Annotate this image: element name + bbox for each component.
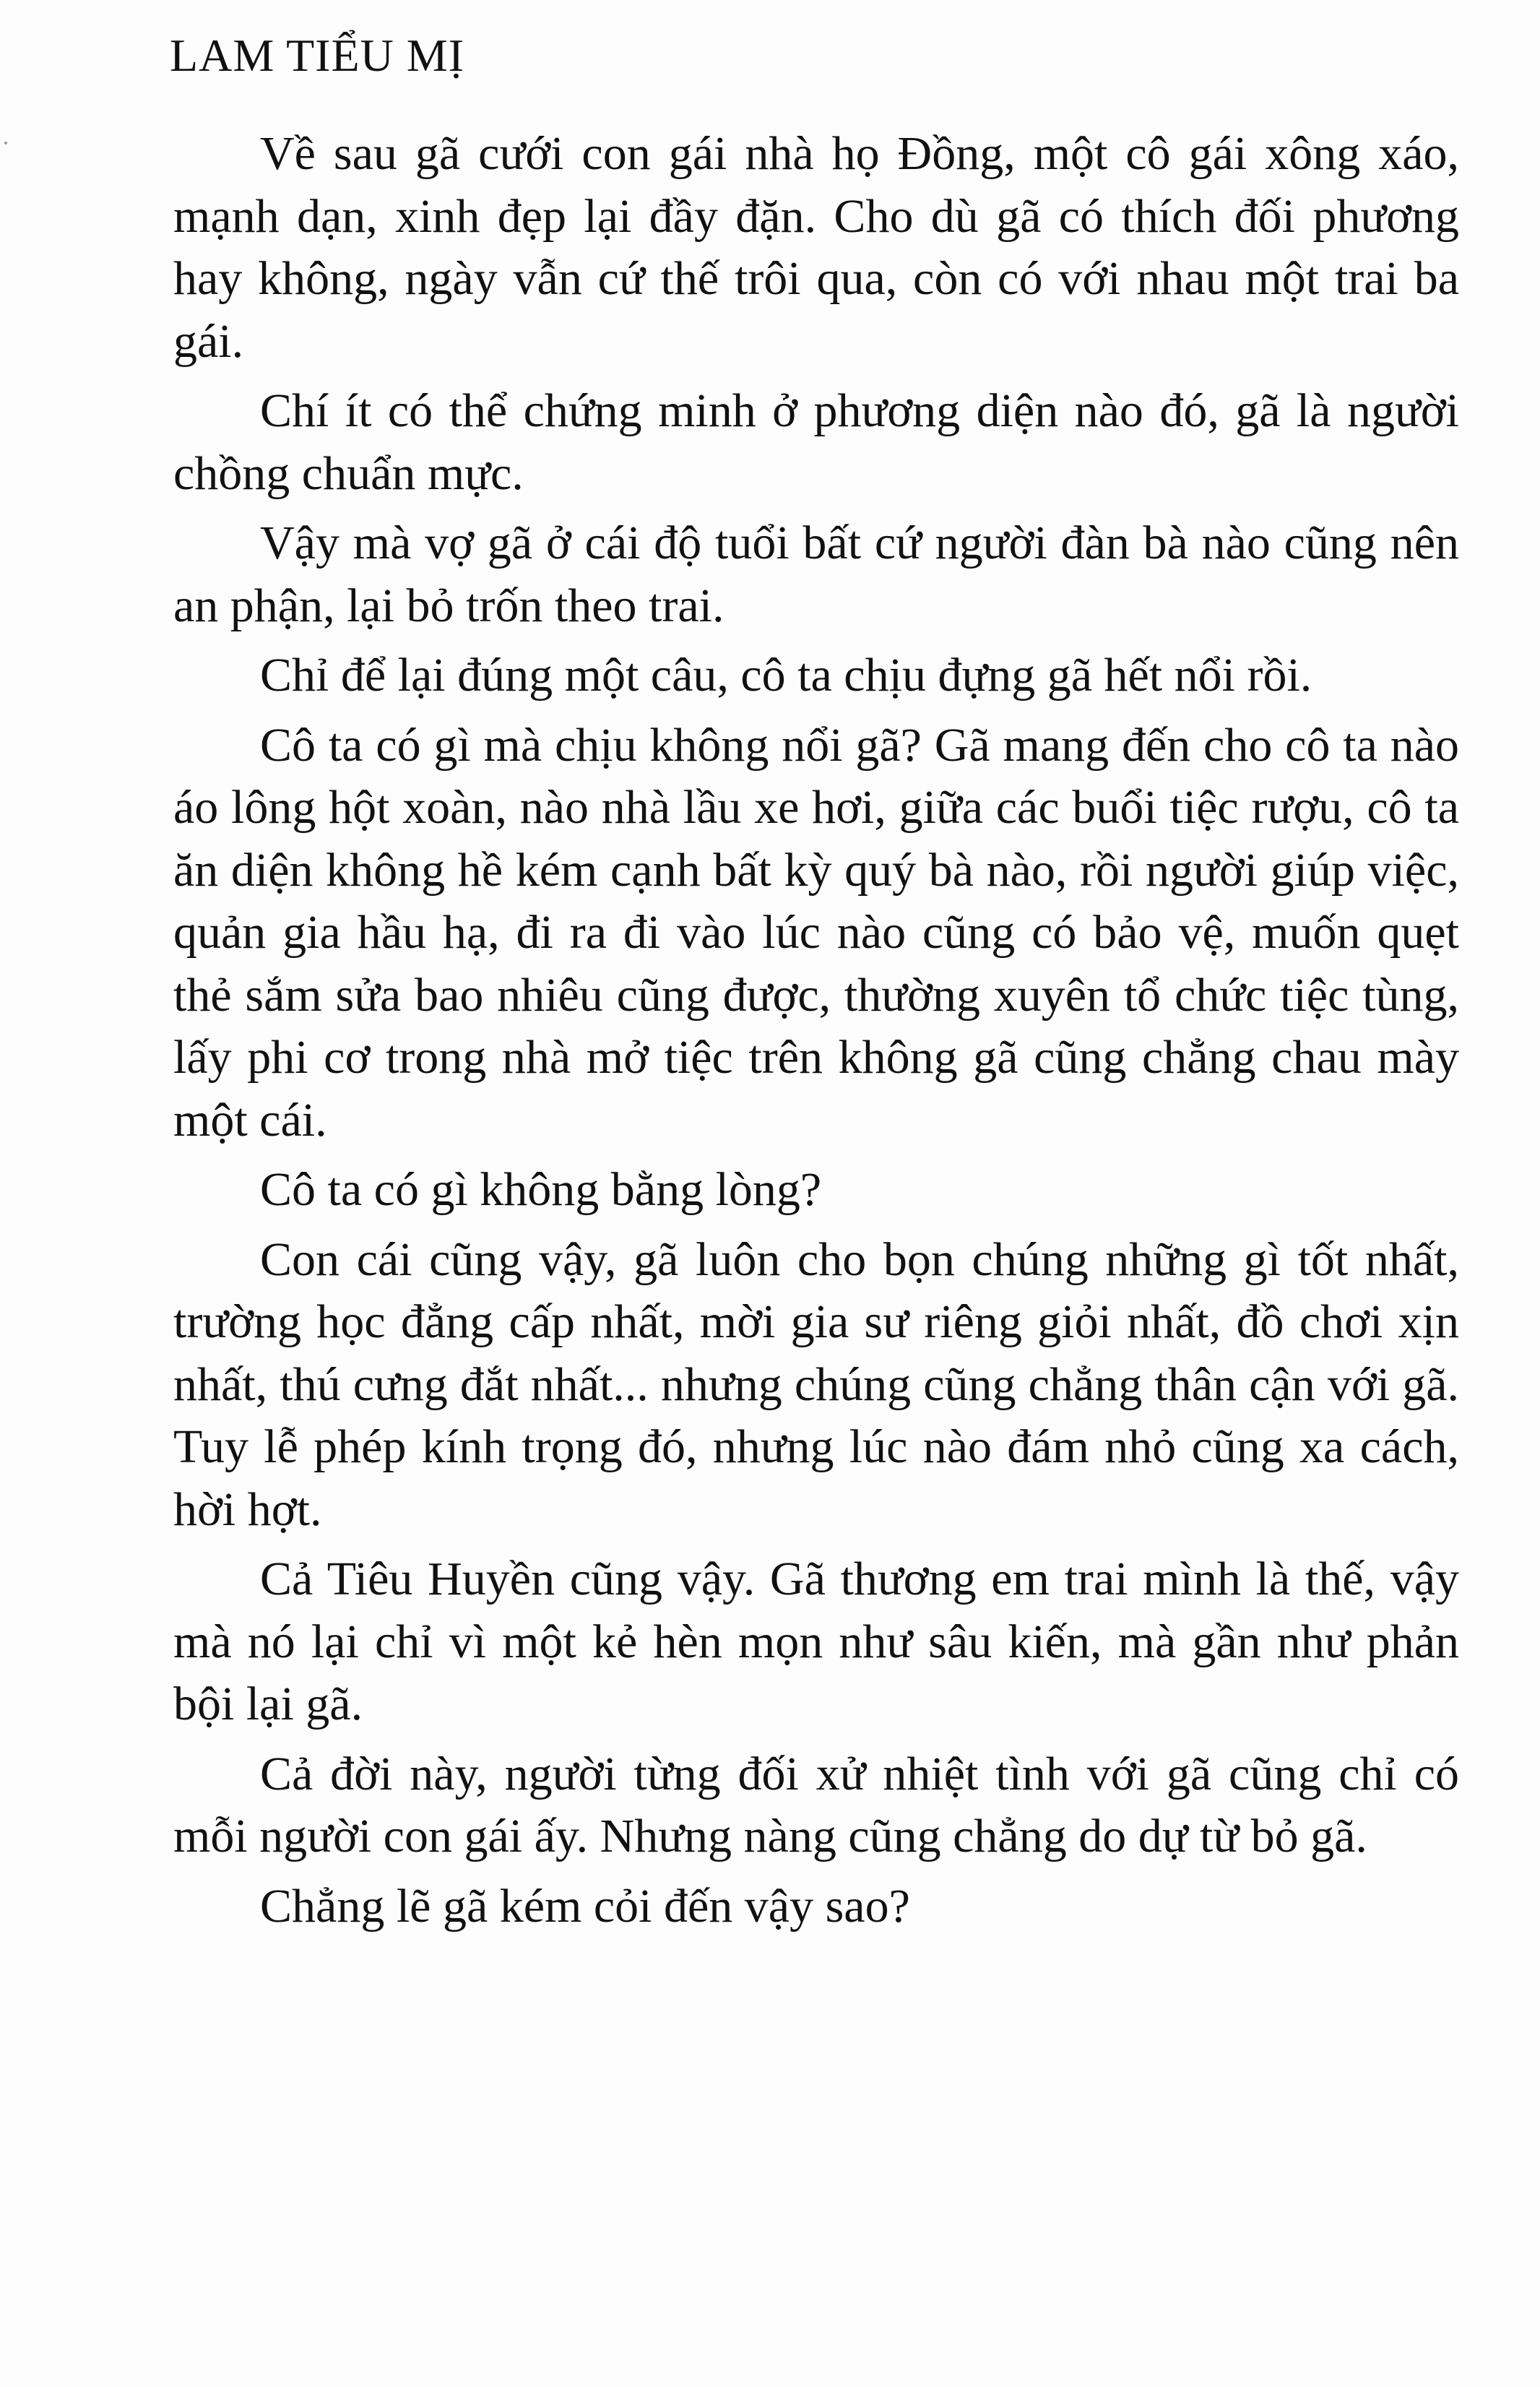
paragraph-3: Vậy mà vợ gã ở cái độ tuổi bất cứ người đàn bà nào cũng nên an phận, lại bỏ trốn theo trai. [173, 517, 1459, 632]
paragraph-6: Cô ta có gì không bằng lòng? [260, 1163, 822, 1216]
paragraph-7: Con cái cũng vậy, gã luôn cho bọn chúng những gì tốt nhất, trường học đẳng cấp nhất, mời gia sư riêng giỏi nhất, đồ chơi xịn nhất, thú cưng đắt nhất... nhưng chúng cũng chẳng thân cận với gã. Tuy lễ phép kính trọng đó, nhưng lúc nào đám nhỏ cũng xa cách, hời hợt. [173, 1233, 1459, 1536]
paragraph-1: Về sau gã cưới con gái nhà họ Đồng, một cô gái xông xáo, mạnh dạn, xinh đẹp lại đầy đặn. Cho dù gã có thích đối phương hay không, ngày vẫn cứ thế trôi qua, còn có với nhau một trai ba gái. [173, 127, 1459, 368]
paragraph-5: Cô ta có gì mà chịu không nổi gã? Gã mang đến cho cô ta nào áo lông hột xoàn, nào nhà lầu xe hơi, giữa các buổi tiệc rượu, cô ta ăn diện không hề kém cạnh bất kỳ quý bà nào, rồi người giúp việc, quản gia hầu hạ, đi ra đi vào lúc nào cũng có bảo vệ, muốn quẹt thẻ sắm sửa bao nhiêu cũng được, thường xuyên tổ chức tiệc tùng, lấy phi cơ trong nhà mở tiệc trên không gã cũng chẳng chau mày một cái. [173, 718, 1459, 1147]
paragraph-2: Chí ít có thể chứng minh ở phương diện nào đó, gã là người chồng chuẩn mực. [173, 384, 1459, 500]
paragraph-8: Cả Tiêu Huyền cũng vậy. Gã thương em trai mình là thế, vậy mà nó lại chỉ vì một kẻ hèn mọn như sâu kiến, mà gần như phản bội lại gã. [173, 1553, 1459, 1730]
paragraph-10: Chẳng lẽ gã kém cỏi đến vậy sao? [260, 1879, 910, 1933]
running-head-author: LAM TIỂU MỊ [170, 30, 464, 81]
body-text [173, 123, 1459, 1938]
paragraph-9: Cả đời này, người từng đối xử nhiệt tình với gã cũng chỉ có mỗi người con gái ấy. Nhưng nàng cũng chẳng do dự từ bỏ gã. [173, 1747, 1459, 1862]
scan-speck [4, 142, 7, 144]
paragraph-4: Chỉ để lại đúng một câu, cô ta chịu đựng gã hết nổi rồi. [260, 649, 1312, 702]
